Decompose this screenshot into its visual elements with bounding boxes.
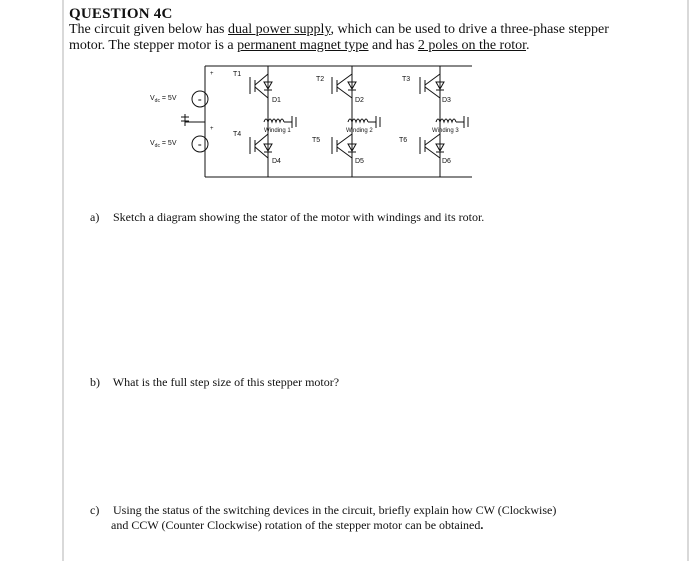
- question-b-text: What is the full step size of this stepper motor?: [112, 375, 340, 389]
- switch-t3-collector: [425, 74, 440, 85]
- winding-1-coil: [264, 119, 284, 122]
- source-bottom-label: $V_{dc} = 5V$: [150, 140, 177, 149]
- switch-label: T4: [233, 131, 242, 138]
- winding-2-coil: [348, 119, 368, 122]
- intro-underlined-text: permanent magnet type: [237, 38, 369, 53]
- diode-label: D2: [355, 97, 364, 104]
- switch-label: T2: [316, 76, 325, 83]
- question-c-line2: [90, 518, 650, 533]
- winding-label: Winding 2: [346, 128, 373, 134]
- switch-t6-collector: [425, 134, 440, 145]
- switch-label: T5: [312, 137, 321, 144]
- inverter-circuit-diagram: [140, 62, 500, 182]
- winding-label: Winding 3: [432, 128, 459, 134]
- diode-label: D3: [442, 97, 451, 104]
- question-c: [90, 503, 650, 533]
- intro-paragraph: [69, 22, 679, 54]
- switch-label: T3: [402, 76, 411, 83]
- switch-t1-collector: [255, 74, 268, 85]
- intro-underlined-text: 2 poles on the rotor: [417, 38, 527, 53]
- plus-terminal: +: [210, 126, 214, 132]
- question-heading: QUESTION 4C: [69, 6, 173, 22]
- intro-text: motor. The stepper motor is a: [69, 38, 238, 53]
- source-bottom-symbol: =: [198, 143, 202, 149]
- diode-label: D6: [442, 158, 451, 165]
- intro-text: , which can be used to drive a three-phase stepper: [330, 22, 609, 37]
- question-c-line2-end: .: [480, 518, 484, 532]
- question-b-tag: b): [90, 375, 100, 389]
- switch-t2-emitter: [337, 87, 352, 98]
- switch-t1-emitter: [255, 87, 268, 98]
- diode-label: D1: [272, 97, 281, 104]
- question-c-tag: c): [90, 503, 100, 517]
- intro-text: and has: [368, 38, 418, 53]
- switch-t2-collector: [337, 74, 352, 85]
- switch-t5-collector: [337, 134, 352, 145]
- intro-text: The circuit given below has: [69, 22, 229, 37]
- winding-3-coil: [436, 119, 456, 122]
- diode-label: D4: [272, 158, 281, 165]
- intro-text: .: [526, 38, 530, 53]
- source-top-label: $V_{dc} = 5V$: [150, 95, 177, 104]
- page-border-left: [62, 0, 64, 561]
- source-top-symbol: =: [198, 98, 202, 104]
- intro-underlined-text: dual power supply: [228, 22, 331, 37]
- winding-label: Winding 1: [264, 128, 291, 134]
- question-c-line1: Using the status of the switching devices in the circuit, briefly explain how CW (Clockwise): [113, 503, 557, 517]
- question-a: [90, 210, 484, 225]
- plus-terminal: +: [210, 71, 214, 77]
- question-c-line2-text: and CCW (Counter Clockwise) rotation of the stepper motor can be obtained: [111, 518, 481, 532]
- page-border-right: [687, 0, 689, 561]
- switch-label: T1: [233, 71, 242, 78]
- question-b: [90, 375, 339, 390]
- diode-label: D5: [355, 158, 364, 165]
- question-a-text: Sketch a diagram showing the stator of the motor with windings and its rotor.: [113, 210, 485, 224]
- switch-label: T6: [399, 137, 408, 144]
- switch-t4-collector: [255, 134, 268, 145]
- question-a-tag: a): [90, 210, 100, 224]
- switch-t3-emitter: [425, 87, 440, 98]
